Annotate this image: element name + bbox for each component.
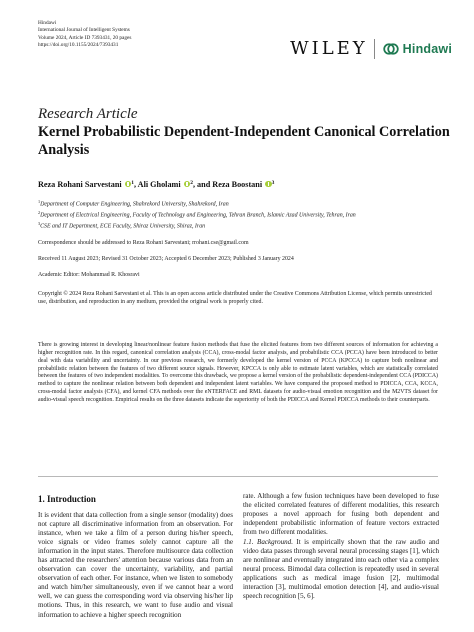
subsection-heading: 1.1. Background. bbox=[243, 538, 293, 546]
affiliation-number: 1 bbox=[38, 199, 41, 204]
affiliation-item bbox=[38, 220, 448, 231]
author-separator: , bbox=[134, 180, 138, 189]
volume-line: Volume 2024, Article ID 7393431, 20 pages bbox=[38, 34, 132, 41]
affiliation-text: Department of Computer Engineering, Shahrekord University, Shahrekord, Iran bbox=[40, 201, 229, 208]
affiliations bbox=[38, 198, 448, 232]
journal-name: International Journal of Intelligent Systems bbox=[38, 27, 130, 34]
affiliation-number: 2 bbox=[38, 210, 41, 216]
author-name[interactable]: Ali Gholami bbox=[137, 180, 181, 189]
intro-right-column: rate. Although a few fusion techniques have been developed to fuse the elicited correlated features of different modalities, this research proposes a novel approach for fusing both dependent and independent probabilistic information of feature vectors extracted from two different modalities. bbox=[243, 492, 439, 537]
abstract: There is growing interest in developing linear/nonlinear feature fusion methods that fuse the elicited features from two different sources of information for achieving a higher recognition rate. In this regard, canonical correlation analysis (CCA), cross-modal factor analysis, and probabilistic CCA (PCCA) have been introduced to better deal with data variability and uncertainty. In our previous research, we formerly developed the kernel version of PCCA (KPCCA) to capture both nonlinear and probabilistic relation between the features of two different source signals. However, KPCCA is only able to estimate latent variables, which are statistically correlated between the features of two independent modalities. To overcome this drawback, we propose a kernel version of the probabilistic dependent-independent CCA (PDICCA) method to capture the nonlinear relation between both dependent and independent latent variables. We have compared the proposed method to PDICCA, CCA, KCCA, cross-modal factor analysis (CFA), and kernel CFA methods over the eNTERFACE and RML datasets for audio-visual emotion recognition and the M2VTS dataset for audio-visual speech recognition. Empirical results on the three datasets indicate the superiority of both the PDICCA and Kernel PDICCA methods to their counterparts. bbox=[38, 342, 438, 403]
author-affiliation-mark: 3 bbox=[271, 180, 275, 186]
author-affiliation-mark: 1 bbox=[131, 180, 134, 186]
affiliation-text: Department of Electrical Engineering, Faculty of Technology and Engineering, Tehran Branch, Islamic Azad University, Tehran, Iran bbox=[40, 212, 356, 219]
affiliation-text: CSE and IT Department, ECE Faculty, Shiraz University, Shiraz, Iran bbox=[40, 223, 206, 230]
author-list bbox=[38, 180, 458, 189]
wiley-logo: WILEY bbox=[290, 38, 368, 59]
author-affiliation-mark: 2 bbox=[190, 180, 193, 186]
doi-link[interactable]: https://doi.org/10.1155/2024/7393431 bbox=[38, 42, 119, 49]
affiliation-item bbox=[38, 209, 448, 220]
section-divider bbox=[38, 476, 438, 477]
hindawi-logo-icon bbox=[383, 41, 399, 57]
intro-left-column: It is evident that data collection from a single sensor (modality) does not capture all discriminative information from an observation. For instance, when we take a film of a person during his/her speech, voice signals or video frames solely cannot capture all the information in the input states. Therefore multisource data collection has attracted the researchers' attention because various data from an observation can cover the uncertainty, variability, and partial observation of each other. For instance, when we listen to somebody and watch him/her simultaneously, even if we cannot hear a word well, we can guess the corresponding word via observing his/her lip motions. Thus, in this research, we want to fuse audio and visual information to achieve a higher speech recognition bbox=[38, 511, 233, 619]
background-paragraph bbox=[243, 538, 439, 601]
publication-dates: Received 11 August 2023; Revised 31 October 2023; Accepted 6 December 2023; Published 3 January 2024 bbox=[38, 256, 294, 262]
publisher-brand bbox=[290, 38, 452, 59]
brand-divider bbox=[374, 39, 375, 59]
author-name[interactable]: Reza Boostani bbox=[212, 180, 263, 189]
publisher-name: Hindawi bbox=[38, 20, 57, 26]
affiliation-number: 3 bbox=[38, 221, 41, 227]
journal-meta bbox=[38, 20, 238, 50]
affiliation-item bbox=[38, 198, 448, 209]
paper-title: Kernel Probabilistic Dependent-Independent Canonical Correlation Analysis bbox=[38, 124, 450, 158]
article-type: Research Article bbox=[38, 106, 138, 122]
author-name[interactable]: Reza Rohani Sarvestani bbox=[38, 180, 122, 189]
academic-editor: Academic Editor: Mohammad R. Khosravi bbox=[38, 272, 140, 278]
author-separator: , and bbox=[192, 180, 213, 189]
orcid-icon[interactable] bbox=[265, 181, 272, 188]
background-text: It is empirically shown that the raw audio and video data passes through several neural processing stages [1], which are nonlinear and eventually integrated into each other via a complex neural process. Bimodal data collection is repeatedly used in several applications such as medical image fusion [2], multimodal interaction [3], multimodal emotion detection [4], and audio-visual speech recognition [5, 6]. bbox=[243, 538, 440, 601]
section-heading: 1. Introduction bbox=[38, 494, 96, 504]
correspondence-note: Correspondence should be addressed to Reza Rohani Sarvestani; rrohani.cse@gmail.com bbox=[38, 240, 249, 246]
orcid-icon[interactable] bbox=[125, 181, 132, 188]
orcid-icon[interactable] bbox=[184, 181, 191, 188]
hindawi-logo-text: Hindawi bbox=[402, 41, 452, 56]
copyright-notice: Copyright © 2024 Reza Rohani Sarvestani et al. This is an open access article distributed under the Creative Commons Attribution License, which permits unrestricted use, distribution, and reproduction in any medium, provided the original work is properly cited. bbox=[38, 291, 432, 305]
